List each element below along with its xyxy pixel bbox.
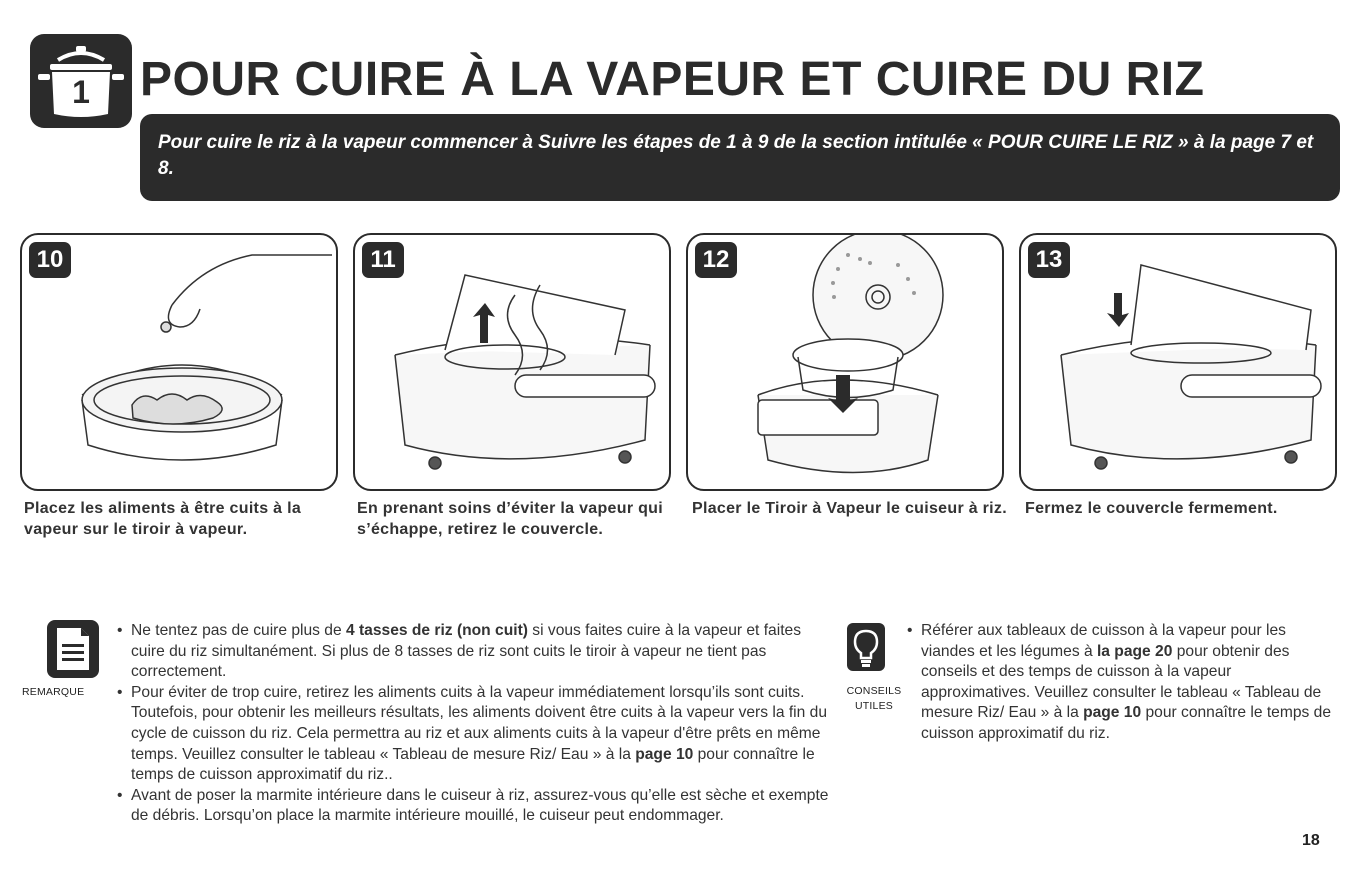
document-icon — [47, 620, 99, 678]
tips-label: CONSEILS UTILES — [846, 685, 902, 712]
page-number: 18 — [1302, 832, 1320, 849]
tips-list — [907, 621, 1332, 745]
cooking-pot-icon — [30, 34, 132, 128]
step-panel-12 — [686, 233, 1004, 491]
note-item: • Ne tentez pas de cuire plus de 4 tasses de riz (non cuit) si vous faites cuire à la vapeur et faites cuire du riz simultanément. Si plus de 8 tasses de riz sont cuits le tiroir à vapeur ne tient pas correctement. — [117, 621, 832, 683]
step-number: 12 — [695, 242, 737, 278]
step-panel-13 — [1019, 233, 1337, 491]
step-caption-10: Placez les aliments à être cuits à la vapeur sur le tiroir à vapeur. — [24, 500, 302, 538]
step-number: 10 — [29, 242, 71, 278]
step-panel-11 — [353, 233, 671, 491]
step-caption-13: Fermez le couvercle fermement. — [1025, 500, 1278, 517]
tip-item: • Référer aux tableaux de cuisson à la vapeur pour les viandes et les légumes à la page 20 pour obtenir des conseils et des temps de cuisson à la vapeur approximatives. Veuillez consulter le tableau « Tableau de mesure Riz/ Eau » à la page 10 pour connaître le temps de cuisson approximatif du riz. — [907, 621, 1332, 745]
note-item: • Pour éviter de trop cuire, retirez les aliments cuits à la vapeur immédiatement lorsqu’ils sont cuits. Toutefois, pour obtenir les meilleurs résultats, les aliments doivent être cuits à la vapeur vers la fin du cycle de cuisson du riz. Cela permettra au riz et aux aliments cuits à la vapeur d'être prêts en même temps. Veuillez consulter le tableau « Tableau de mesure Riz/ Eau » à la page 10 pour connaître le temps de cuisson approximatif du riz.. — [117, 683, 832, 786]
step-number: 13 — [1028, 242, 1070, 278]
note-item: • Avant de poser la marmite intérieure dans le cuiseur à riz, assurez-vous qu’elle est sèche et exempte de débris. Lorsqu’on place la marmite intérieure mouillé, le cuiseur peut endommager. — [117, 786, 832, 827]
note-list — [117, 621, 832, 827]
step-caption-11: En prenant soins d’éviter la vapeur qui s’échappe, retirez le couvercle. — [357, 500, 663, 538]
section-number: 1 — [72, 74, 90, 110]
intro-banner: Pour cuire le riz à la vapeur commencer à Suivre les étapes de 1 à 9 de la section intitulée « POUR CUIRE LE RIZ » à la page 7 et 8. — [140, 114, 1340, 201]
step-number: 11 — [362, 242, 404, 278]
page-title: POUR CUIRE À LA VAPEUR ET CUIRE DU RIZ — [140, 53, 1205, 106]
lightbulb-icon — [847, 623, 885, 671]
note-label: REMARQUE — [22, 686, 85, 698]
step-caption-12: Placer le Tiroir à Vapeur le cuiseur à riz. — [692, 500, 1007, 517]
step-panel-10 — [20, 233, 338, 491]
